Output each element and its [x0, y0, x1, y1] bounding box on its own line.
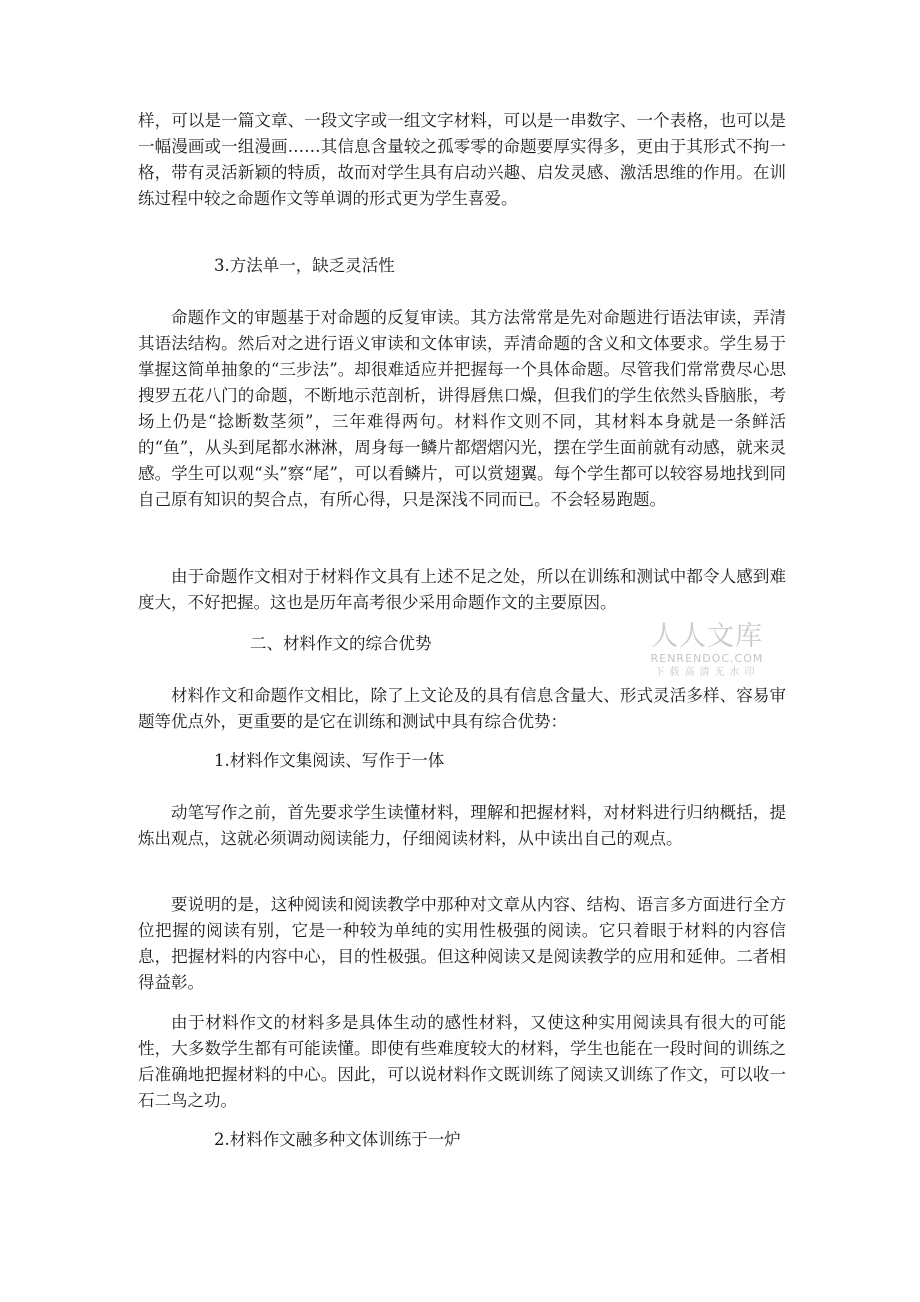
heading-multi-genre: 2.材料作文融多种文体训练于一炉	[214, 1130, 461, 1149]
renrendoc-watermark	[640, 622, 774, 682]
watermark-domain: RENRENDOC.COM	[650, 652, 764, 665]
paragraph-difficulty: 由于命题作文相对于材料作文具有上述不足之处，所以在训练和测试中都令人感到难度大，不好把握。这也是历年高考很少采用命题作文的主要原因。	[138, 567, 786, 612]
watermark-subtitle: 下载高清无水印	[654, 667, 760, 678]
heading-section-two: 二、材料作文的综合优势	[250, 634, 432, 653]
heading-reading-writing: 1.材料作文集阅读、写作于一体	[214, 751, 445, 770]
paragraph-continuation: 样，可以是一篇文章、一段文字或一组文字材料，可以是一串数字、一个表格，也可以是一幅漫画或一组漫画……其信息含量较之孤零零的命题要厚实得多，更由于其形式不拘一格，带有灵活新颖的特质，故而对学生具有启动兴趣、启发灵感、激活思维的作用。在训练过程中较之命题作文等单调的形式更为学生喜爱。	[138, 111, 786, 208]
paragraph-proposition-review: 命题作文的审题基于对命题的反复审读。其方法常常是先对命题进行语法审读，弄清其语法结构。然后对之进行语义审读和文体审读，弄清命题的含义和文体要求。学生易于掌握这简单抽象的“三步法”。却很难适应并把握每一个具体命题。尽管我们常常费尽心思搜罗五花八门的命题，不断地示范剖析，讲得唇焦口燥，但我们的学生依然头昏脑胀，考场上仍是“捻断数茎须”，三年难得两句。材料作文则不同，其材料本身就是一条鲜活的“鱼”，从头到尾都水淋淋，周身每一鳞片都熠熠闪光，摆在学生面前就有动感，就来灵感。学生可以观“头”察“尾”，可以看鳞片，可以赏翅翼。每个学生都可以较容易地找到同自己原有知识的契合点，有所心得，只是深浅不同而已。不会轻易跑题。	[138, 308, 786, 509]
paragraph-perceptual-material: 由于材料作文的材料多是具体生动的感性材料，又使这种实用阅读具有很大的可能性，大多数学生都有可能读懂。即使有些难度较大的材料，学生也能在一段时间的训练之后准确地把握材料的中心。因此，可以说材料作文既训练了阅读又训练了作文，可以收一石二鸟之功。	[138, 1013, 786, 1110]
watermark-title: 人人文库	[651, 621, 763, 652]
paragraph-before-writing: 动笔写作之前，首先要求学生读懂材料，理解和把握材料，对材料进行归纳概括，提炼出观点，这就必须调动阅读能力，仔细阅读材料，从中读出自己的观点。	[138, 803, 786, 848]
paragraph-comprehensive-advantage: 材料作文和命题作文相比，除了上文论及的具有信息含量大、形式灵活多样、容易审题等优点外，更重要的是它在训练和测试中具有综合优势：	[138, 686, 786, 731]
paragraph-reading-difference: 要说明的是，这种阅读和阅读教学中那种对文章从内容、结构、语言多方面进行全方位把握的阅读有别，它是一种较为单纯的实用性极强的阅读。它只着眼于材料的内容信息，把握材料的内容中心，目的性极强。但这种阅读又是阅读教学的应用和延伸。二者相得益彰。	[138, 895, 786, 992]
heading-method-single: 3.方法单一，缺乏灵活性	[214, 256, 395, 275]
